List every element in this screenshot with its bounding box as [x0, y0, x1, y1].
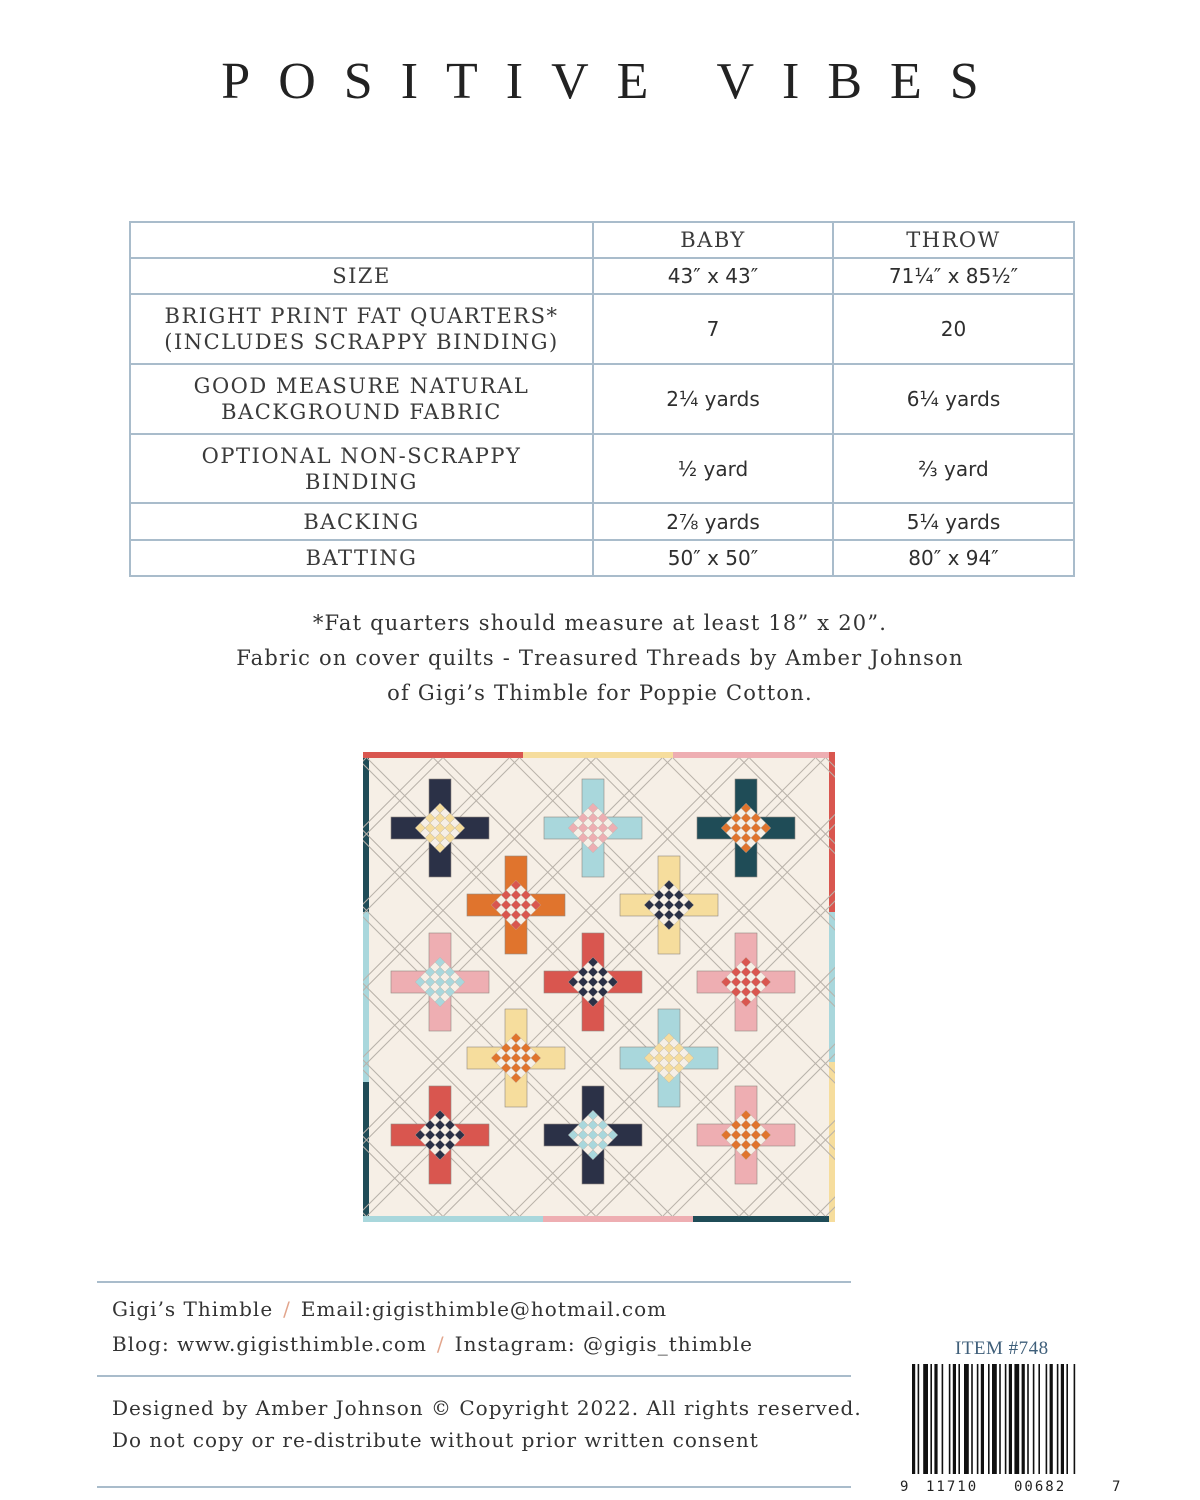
barcode-bar — [964, 1364, 969, 1474]
barcode-bar — [1050, 1364, 1053, 1474]
cell-throw-background: 6¼ yards — [833, 364, 1074, 434]
table-row — [130, 503, 1074, 540]
row-label-fat-quarters — [130, 294, 593, 364]
footer-line-1 — [112, 1297, 667, 1321]
table-header-throw: THROW — [833, 222, 1074, 258]
barcode-bar — [1066, 1364, 1068, 1474]
separator: / — [436, 1332, 445, 1356]
cell-baby-batting: 50″ x 50″ — [593, 540, 833, 576]
table-row — [130, 540, 1074, 576]
barcode — [900, 1364, 1125, 1494]
requirements-table — [129, 221, 1075, 577]
barcode-bar — [1057, 1364, 1059, 1474]
fabric-notes — [0, 606, 1200, 711]
label-line: (INCLUDES SCRAPPY BINDING) — [164, 330, 559, 354]
barcode-bar — [1027, 1364, 1029, 1474]
brand-name: Gigi’s Thimble — [112, 1297, 274, 1321]
quilt-illustration — [363, 752, 835, 1222]
item-number: ITEM #748 — [955, 1338, 1049, 1359]
quilt-binding-segment — [523, 752, 673, 758]
notice-text: Do not copy or re-distribute without prior written consent — [112, 1428, 759, 1452]
divider-bottom — [97, 1486, 851, 1488]
label-line: BINDING — [305, 469, 418, 494]
table-row — [130, 258, 1074, 294]
blog-text: Blog: www.gigisthimble.com — [112, 1332, 427, 1356]
table-row — [130, 294, 1074, 364]
barcode-bar — [958, 1364, 960, 1474]
row-label-backing: BACKING — [130, 503, 593, 540]
quilt-binding-segment — [673, 752, 835, 758]
copyright-text: Designed by Amber Johnson © Copyright 2022. All rights reserved. — [112, 1396, 862, 1420]
table-header-row — [130, 222, 1074, 258]
barcode-bar — [971, 1364, 973, 1474]
quilt-binding-segment — [829, 912, 835, 1062]
instagram-text: Instagram: @gigis_thimble — [454, 1332, 754, 1356]
barcode-bar — [1009, 1364, 1012, 1474]
email-text: Email:gigisthimble@hotmail.com — [300, 1297, 668, 1321]
barcode-bars — [912, 1364, 1075, 1474]
label-line: BACKGROUND FABRIC — [221, 400, 502, 424]
barcode-check-digit: 7 — [1112, 1479, 1121, 1494]
barcode-bar — [1022, 1364, 1025, 1474]
quilt-binding-segment — [543, 1216, 693, 1222]
barcode-bar — [1074, 1364, 1076, 1474]
barcode-bar — [934, 1364, 937, 1474]
cell-throw-binding: ⅔ yard — [833, 434, 1074, 503]
barcode-bar — [1014, 1364, 1019, 1474]
note-line: *Fat quarters should measure at least 18” x 20”. — [312, 611, 888, 635]
barcode-bar — [1038, 1364, 1040, 1474]
quilt-binding-segment — [363, 752, 523, 758]
barcode-bar — [942, 1364, 944, 1474]
footer-line-2 — [112, 1332, 753, 1356]
cell-baby-binding: ½ yard — [593, 434, 833, 503]
barcode-bar — [999, 1364, 1001, 1474]
barcode-bar — [992, 1364, 997, 1474]
barcode-lead-digit: 9 — [900, 1479, 909, 1494]
table-header-empty — [130, 222, 593, 258]
quilt-binding-segment — [363, 1216, 543, 1222]
cell-baby-backing: 2⅞ yards — [593, 503, 833, 540]
row-label-binding — [130, 434, 593, 503]
cell-throw-batting: 80″ x 94″ — [833, 540, 1074, 576]
table-row — [130, 364, 1074, 434]
barcode-bar — [1005, 1364, 1007, 1474]
barcode-bar — [1033, 1364, 1035, 1474]
label-line: GOOD MEASURE NATURAL — [193, 374, 530, 398]
label-line: BRIGHT PRINT FAT QUARTERS* — [164, 304, 559, 328]
barcode-bar — [949, 1364, 951, 1474]
table-row — [130, 434, 1074, 503]
cell-baby-fat-quarters: 7 — [593, 294, 833, 364]
cell-baby-background: 2¼ yards — [593, 364, 833, 434]
divider-middle — [97, 1375, 851, 1377]
barcode-bar — [988, 1364, 990, 1474]
cell-throw-fat-quarters: 20 — [833, 294, 1074, 364]
cell-baby-size: 43″ x 43″ — [593, 258, 833, 294]
barcode-bar — [1046, 1364, 1048, 1474]
separator: / — [283, 1297, 291, 1321]
row-label-background — [130, 364, 593, 434]
cell-throw-backing: 5¼ yards — [833, 503, 1074, 540]
label-line: OPTIONAL NON-SCRAPPY — [201, 443, 522, 468]
barcode-bar — [923, 1364, 928, 1474]
cell-throw-size: 71¼″ x 85½″ — [833, 258, 1074, 294]
table-header-baby: BABY — [593, 222, 833, 258]
note-line: of Gigi’s Thimble for Poppie Cotton. — [387, 681, 813, 705]
row-label-size: SIZE — [130, 258, 593, 294]
barcode-bar — [918, 1364, 920, 1474]
barcode-bar — [912, 1364, 915, 1474]
barcode-bar — [953, 1364, 956, 1474]
barcode-bar — [1061, 1364, 1064, 1474]
divider-top — [97, 1281, 851, 1283]
barcode-bar — [930, 1364, 932, 1474]
row-label-batting: BATTING — [130, 540, 593, 576]
barcode-digits-right: 00682 — [1014, 1479, 1067, 1494]
barcode-bar — [981, 1364, 984, 1474]
barcode-bar — [977, 1364, 979, 1474]
page-title: POSITIVE VIBES — [221, 53, 1007, 110]
note-line: Fabric on cover quilts - Treasured Threads by Amber Johnson — [236, 646, 964, 670]
barcode-digits-left: 11710 — [926, 1479, 979, 1494]
